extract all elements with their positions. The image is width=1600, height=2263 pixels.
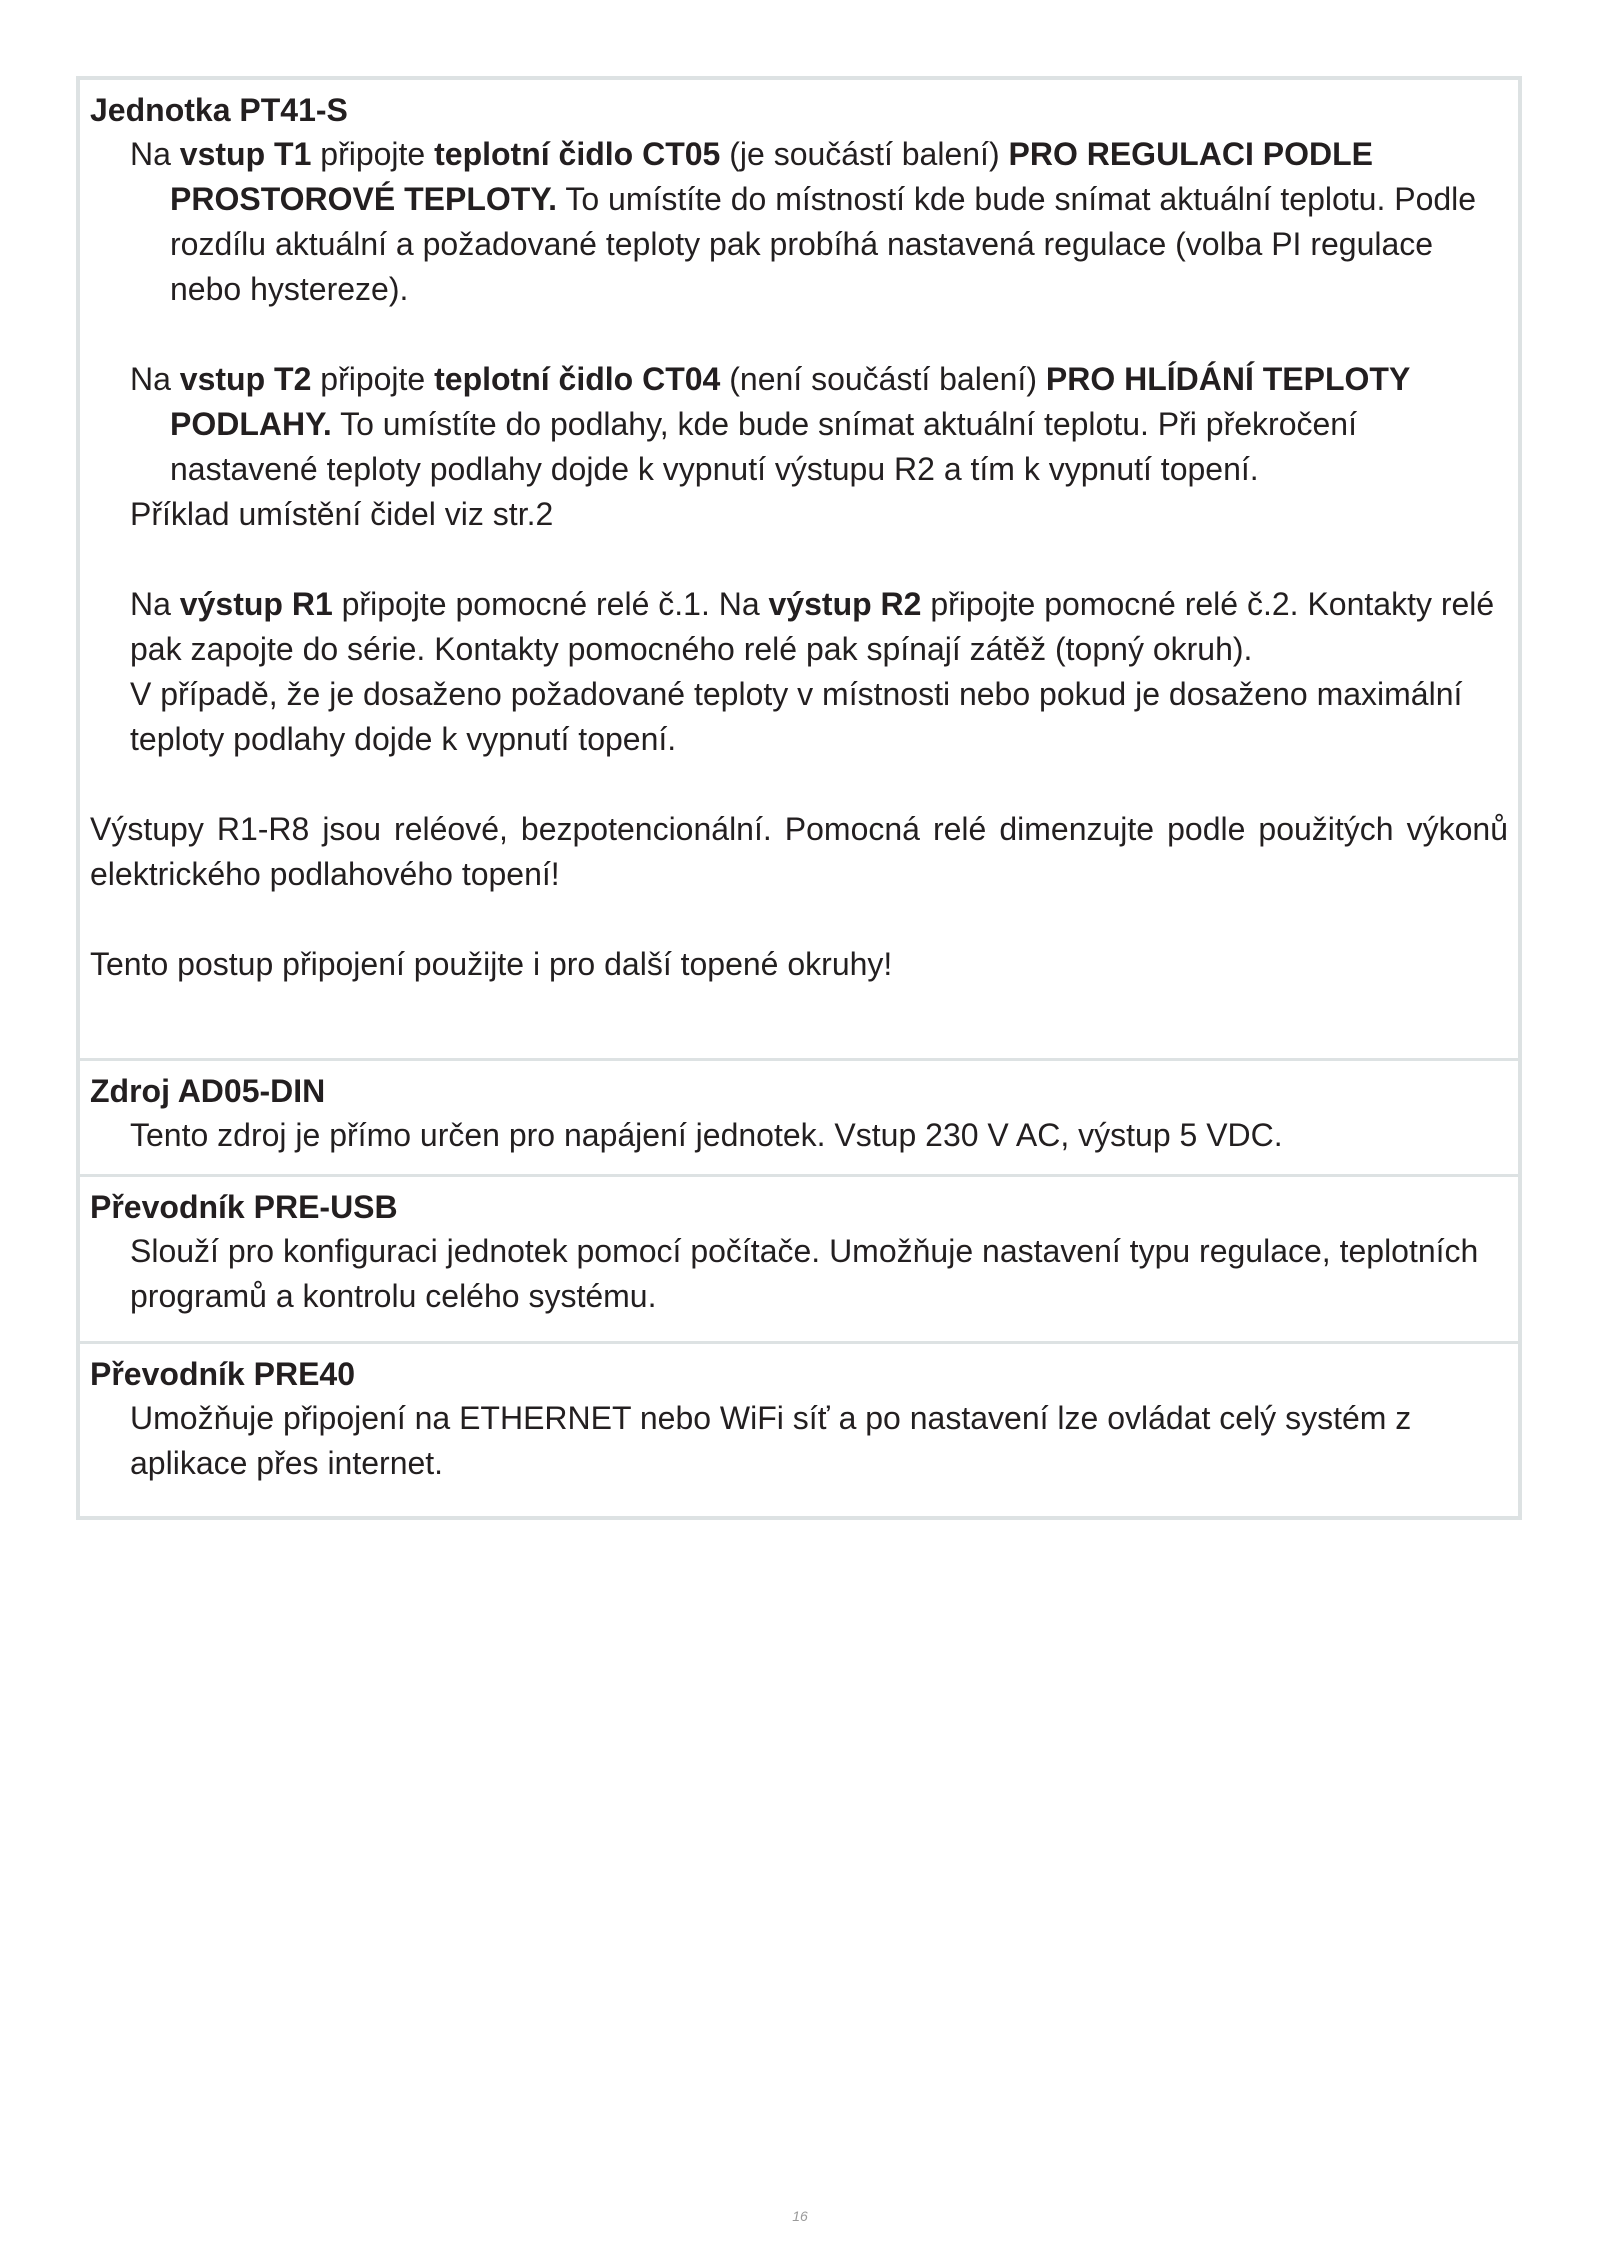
section-text: Umožňuje připojení na ETHERNET nebo WiFi síť a po nastavení lze ovládat celý systém z aplikace přes internet. — [130, 1400, 1412, 1481]
section-title: Převodník PRE40 — [90, 1356, 355, 1392]
section-ad05-din — [80, 1058, 1518, 1174]
sensor-placement-note: Příklad umístění čidel viz str.2 — [130, 496, 554, 532]
input-t1-paragraph: Na vstup T1 připojte teplotní čidlo CT05 (je součástí balení) PRO REGULACI PODLE PROSTOROVÉ TEPLOTY. To umístíte do místností kde bude snímat aktuální teplotu. Podle rozdílu aktuální a požadované teploty pak probíhá nastavená regulace (volba PI regulace nebo hystereze). — [130, 136, 1477, 307]
section-title: Zdroj AD05-DIN — [90, 1073, 326, 1109]
section-text: Slouží pro konfiguraci jednotek pomocí počítače. Umožňuje nastavení typu regulace, teplotních programů a kontrolu celého systému. — [130, 1233, 1479, 1314]
page-number: 16 — [792, 2208, 808, 2224]
section-title: Jednotka PT41-S — [90, 92, 348, 128]
heating-off-paragraph: V případě, že je dosaženo požadované teploty v místnosti nebo pokud je dosaženo maximální teploty podlahy dojde k vypnutí topení. — [130, 676, 1463, 757]
section-title: Převodník PRE-USB — [90, 1189, 398, 1225]
content-frame — [76, 76, 1522, 1520]
procedure-note: Tento postup připojení použijte i pro další topené okruhy! — [90, 946, 893, 982]
input-t2-paragraph: Na vstup T2 připojte teplotní čidlo CT04 (není součástí balení) PRO HLÍDÁNÍ TEPLOTY PODLAHY. To umístíte do podlahy, kde bude snímat aktuální teplotu. Při překročení nastavené teploty podlahy dojde k vypnutí výstupu R2 a tím k vypnutí topení. — [130, 361, 1410, 487]
section-pre-usb — [80, 1174, 1518, 1341]
section-pre40 — [80, 1341, 1518, 1516]
outputs-warning: Výstupy R1-R8 jsou reléové, bezpotencionální. Pomocná relé dimenzujte podle použitých výkonů elektrického podlahového topení! — [90, 811, 1508, 892]
section-pt41s — [80, 80, 1518, 1058]
section-text: Tento zdroj je přímo určen pro napájení jednotek. Vstup 230 V AC, výstup 5 VDC. — [130, 1117, 1283, 1153]
relay-paragraph: Na výstup R1 připojte pomocné relé č.1. Na výstup R2 připojte pomocné relé č.2. Kontakty relé pak zapojte do série. Kontakty pomocného relé pak spínají zátěž (topný okruh). — [130, 586, 1495, 667]
